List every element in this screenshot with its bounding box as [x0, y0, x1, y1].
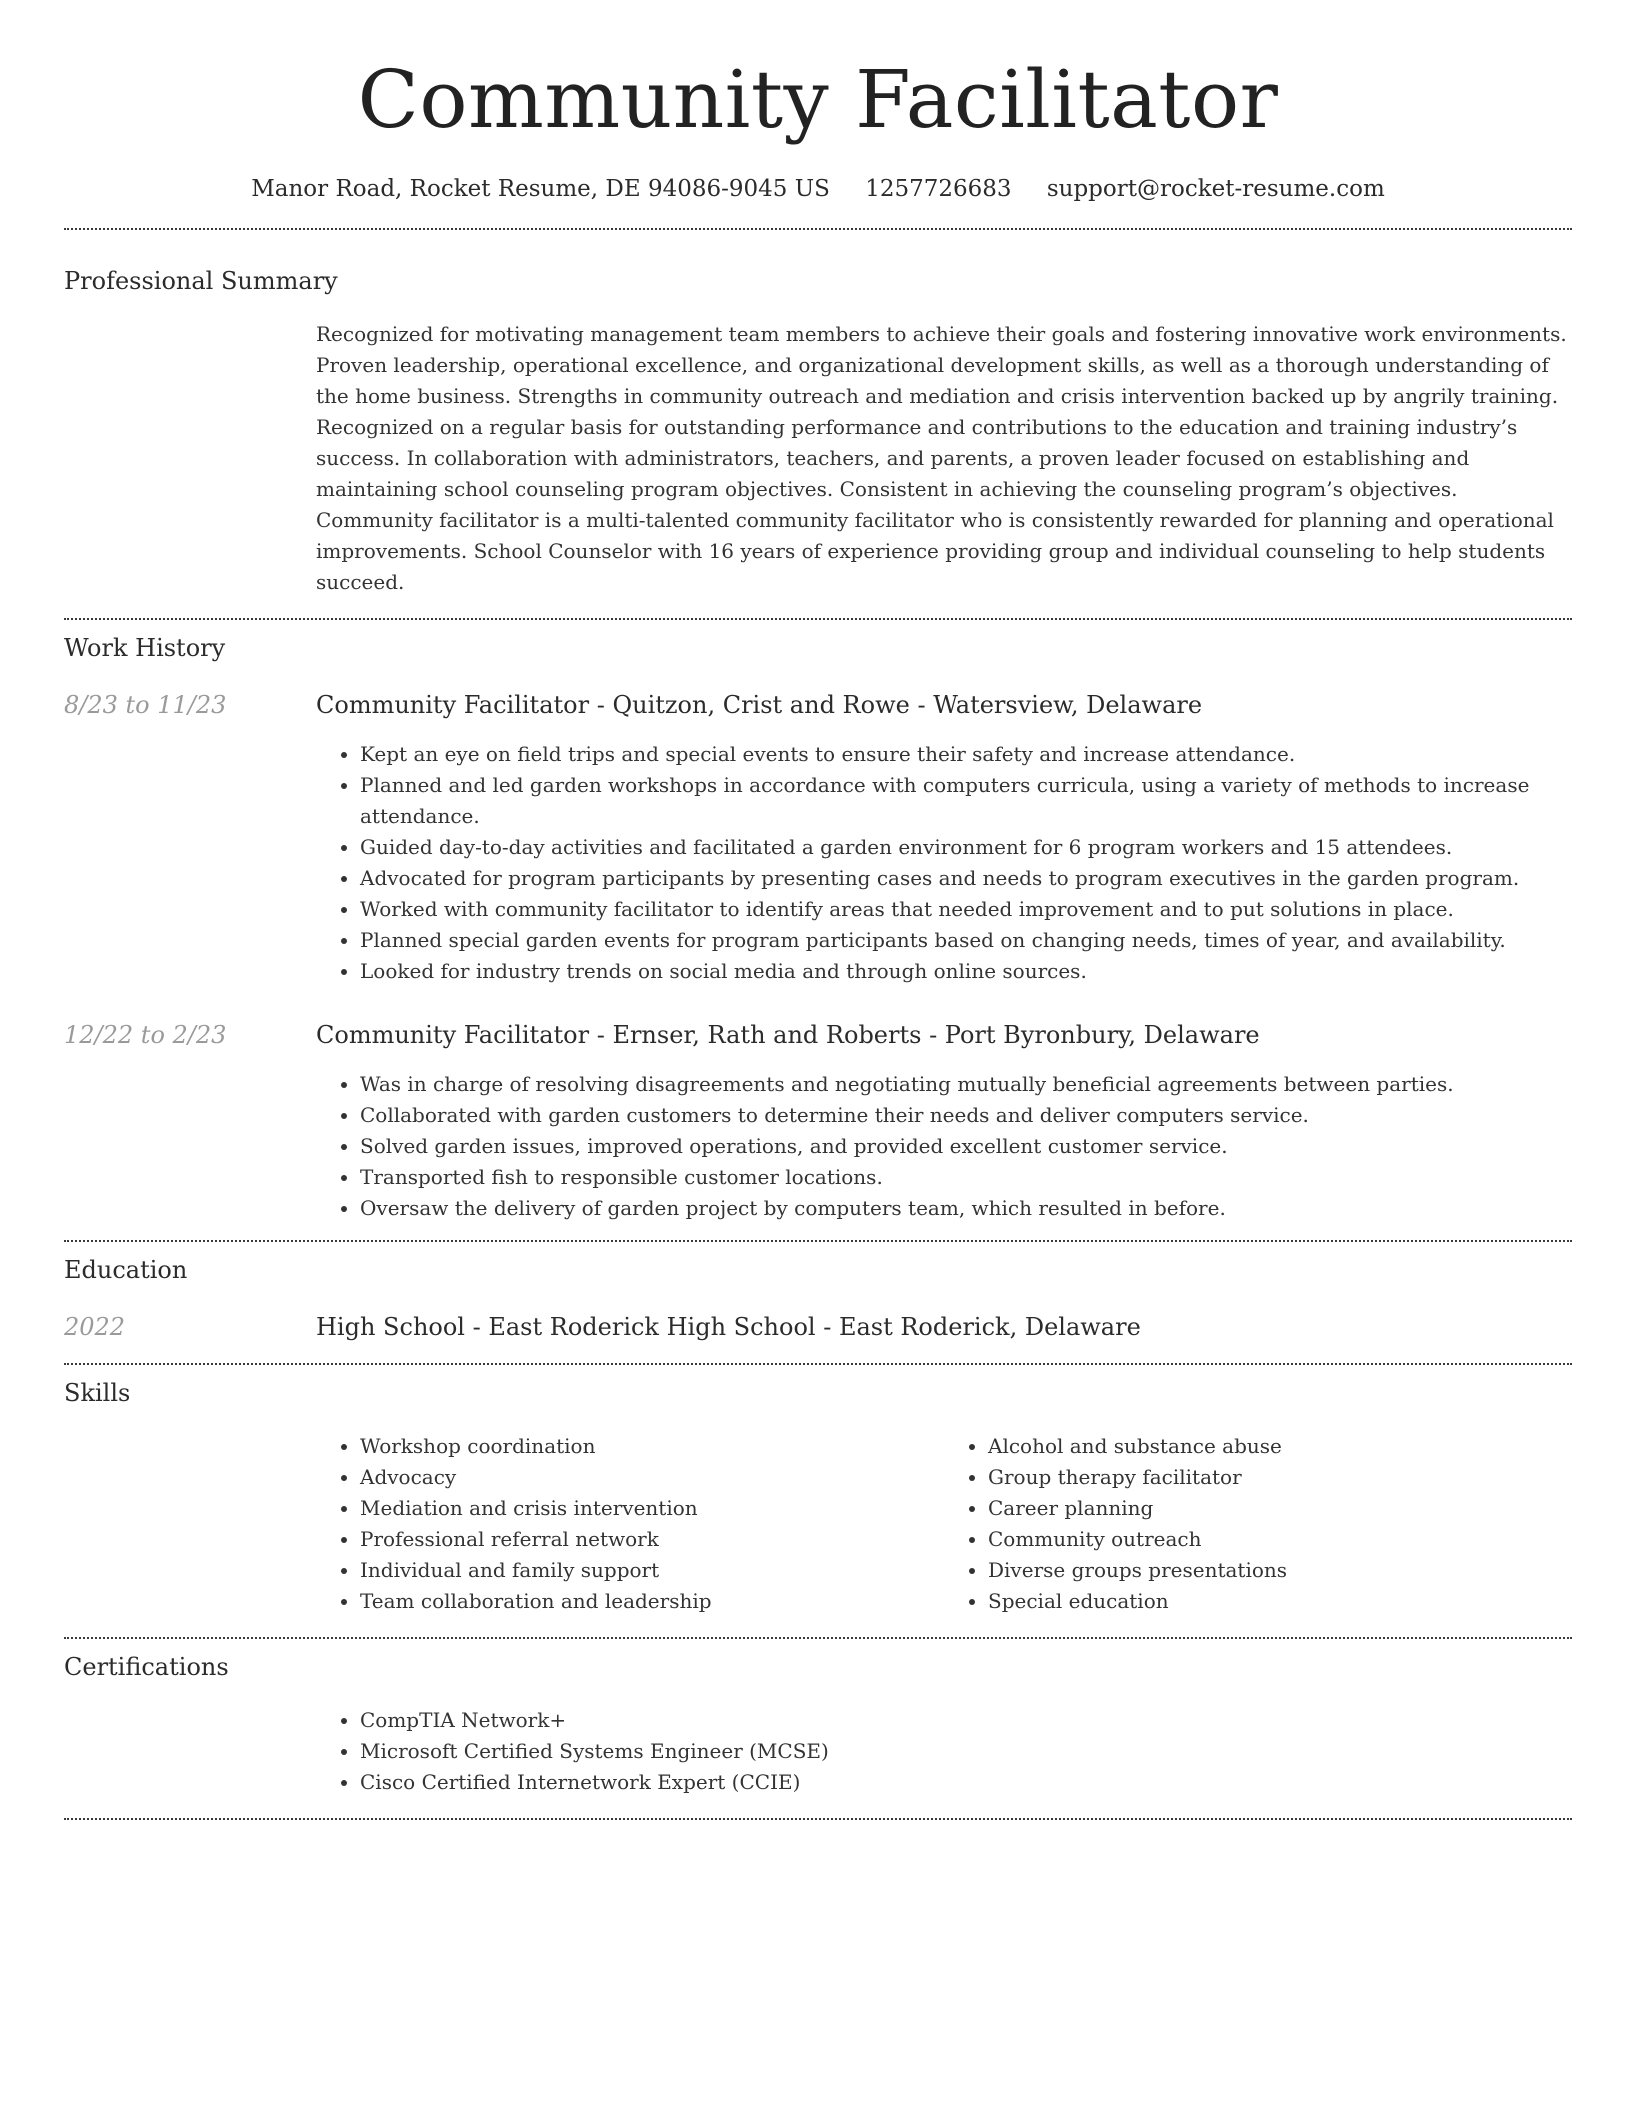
certifications-list: [316, 1705, 1572, 1798]
summary-section: [64, 230, 1572, 598]
skill-item: • Group therapy facilitator: [988, 1462, 1572, 1493]
email-text: support@rocket-resume.com: [1046, 176, 1385, 202]
skill-item: • Advocacy: [360, 1462, 944, 1493]
education-heading: High School - East Roderick High School - East Roderick, Delaware: [316, 1313, 1141, 1341]
job-bullet: • Transported fish to responsible customer locations.: [360, 1162, 1572, 1193]
certifications-section: [64, 1639, 1572, 1798]
job-bullet: • Kept an eye on field trips and special events to ensure their safety and increase attendance.: [360, 739, 1572, 770]
job-bullet: • Was in charge of resolving disagreements and negotiating mutually beneficial agreements between parties.: [360, 1069, 1572, 1100]
job-bullet: • Planned special garden events for program participants based on changing needs, times of year, and availability.: [360, 925, 1572, 956]
skill-item: • Individual and family support: [360, 1555, 944, 1586]
skill-item: • Community outreach: [988, 1524, 1572, 1555]
certifications-divider: [64, 1818, 1572, 1820]
education-entry: [64, 1311, 1572, 1343]
skills-title: Skills: [64, 1379, 131, 1407]
education-section: [64, 1242, 1572, 1343]
skill-item: • Diverse groups presentations: [988, 1555, 1572, 1586]
skills-list-left: [316, 1431, 944, 1617]
job-heading: Community Facilitator - Ernser, Rath and Roberts - Port Byronbury, Delaware: [316, 1021, 1260, 1049]
job-bullet: • Looked for industry trends on social media and through online sources.: [360, 956, 1572, 987]
candidate-name: Community Facilitator: [357, 53, 1279, 146]
job-bullets: [316, 1069, 1572, 1224]
skills-list-right: [944, 1431, 1572, 1617]
certifications-title: Certifications: [64, 1653, 229, 1681]
job-heading: Community Facilitator - Quitzon, Crist and Rowe - Watersview, Delaware: [316, 691, 1203, 719]
phone-text: 1257726683: [865, 176, 1012, 202]
job-entry: [64, 1019, 1572, 1224]
job-bullet: • Solved garden issues, improved operations, and provided excellent customer service.: [360, 1131, 1572, 1162]
job-bullets: [316, 739, 1572, 987]
work-history-section: [64, 620, 1572, 1224]
education-year: 2022: [64, 1313, 126, 1341]
job-dates: 8/23 to 11/23: [64, 691, 227, 719]
job-bullet: • Guided day-to-day activities and facilitated a garden environment for 6 program workers and 15 attendees.: [360, 832, 1572, 863]
certification-item: • Microsoft Certified Systems Engineer (MCSE): [360, 1736, 1572, 1767]
certification-item: • CompTIA Network+: [360, 1705, 1572, 1736]
skill-item: • Professional referral network: [360, 1524, 944, 1555]
job-bullet: • Collaborated with garden customers to determine their needs and deliver computers service.: [360, 1100, 1572, 1131]
summary-paragraph: Recognized for motivating management team members to achieve their goals and fostering innovative work environments. Proven leadership, operational excellence, and organizational development skills, as well as a thorough understanding of the home business. Strengths in community outreach and mediation and crisis intervention backed up by angrily training. Recognized on a regular basis for outstanding performance and contributions to the education and training industry’s success. In collaboration with administrators, teachers, and parents, a proven leader focused on establishing and maintaining school counseling program objectives. Consistent in achieving the counseling program’s objectives. Community facilitator is a multi-talented community facilitator who is consistently rewarded for planning and operational improvements. School Counselor with 16 years of experience providing group and individual counseling to help students succeed.: [316, 322, 1567, 594]
job-bullet: • Advocated for program participants by presenting cases and needs to program executives in the garden program.: [360, 863, 1572, 894]
skill-item: • Special education: [988, 1586, 1572, 1617]
job-entry: [64, 689, 1572, 987]
certification-item: • Cisco Certified Internetwork Expert (CCIE): [360, 1767, 1572, 1798]
job-dates: 12/22 to 2/23: [64, 1021, 227, 1049]
job-bullet: • Planned and led garden workshops in accordance with computers curricula, using a variety of methods to increase attendance.: [360, 770, 1572, 832]
skill-item: • Team collaboration and leadership: [360, 1586, 944, 1617]
skill-item: • Career planning: [988, 1493, 1572, 1524]
education-title: Education: [64, 1256, 188, 1284]
summary-title: Professional Summary: [64, 267, 338, 295]
job-bullet: • Worked with community facilitator to identify areas that needed improvement and to put solutions in place.: [360, 894, 1572, 925]
address-text: Manor Road, Rocket Resume, DE 94086-9045 US: [251, 176, 830, 202]
skills-section: [64, 1365, 1572, 1617]
skill-item: • Alcohol and substance abuse: [988, 1431, 1572, 1462]
skill-item: • Workshop coordination: [360, 1431, 944, 1462]
resume-page: [64, 0, 1572, 1820]
skill-item: • Mediation and crisis intervention: [360, 1493, 944, 1524]
job-bullet: • Oversaw the delivery of garden project by computers team, which resulted in before.: [360, 1193, 1572, 1224]
work-history-title: Work History: [64, 634, 226, 662]
contact-line: [64, 174, 1572, 204]
